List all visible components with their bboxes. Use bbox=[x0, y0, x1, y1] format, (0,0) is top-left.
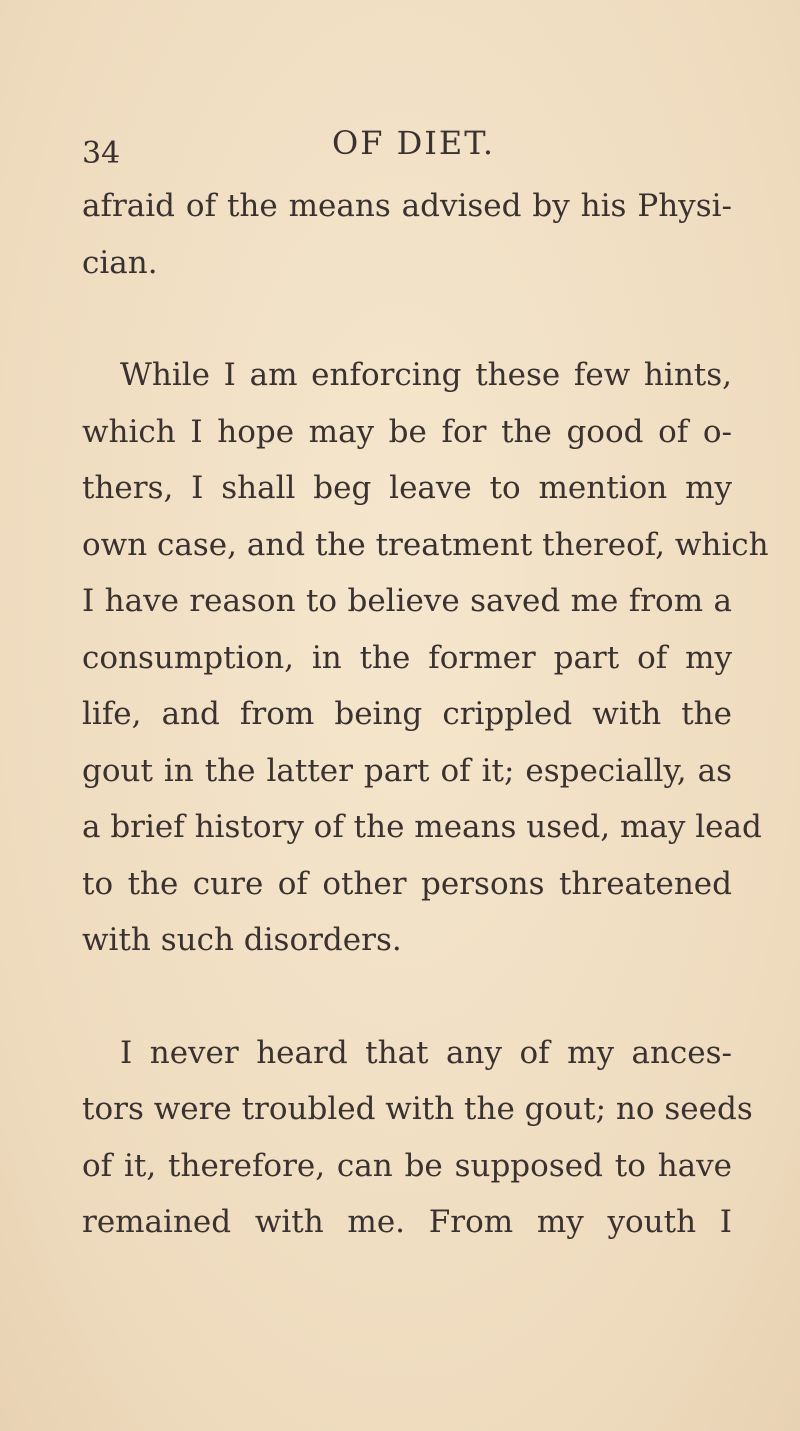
paragraph bbox=[82, 1025, 753, 1251]
paragraph bbox=[82, 178, 732, 291]
text-line: of it, therefore, can be supposed to have bbox=[82, 1147, 732, 1184]
text-line: cian. bbox=[82, 244, 158, 281]
text-line: with such disorders. bbox=[82, 922, 402, 958]
page-number: 34 bbox=[82, 136, 121, 171]
running-head: OF DIET. bbox=[332, 124, 496, 162]
body-text bbox=[82, 178, 769, 1251]
text-line: remained with me. From my youth I bbox=[82, 1204, 732, 1240]
text-line: tors were troubled with the gout; no seeds bbox=[82, 1091, 753, 1127]
text-line: afraid of the means advised by his Physi- bbox=[82, 188, 732, 224]
text-line: own case, and the treatment thereof, which bbox=[82, 526, 769, 563]
text-line: a brief history of the means used, may lead bbox=[82, 809, 762, 845]
text-line: I have reason to believe saved me from a bbox=[82, 583, 732, 619]
text-line: life, and from being crippled with the bbox=[82, 696, 732, 732]
text-line: consumption, in the former part of my bbox=[82, 639, 732, 676]
text-line: gout in the latter part of it; especially, as bbox=[82, 752, 732, 789]
text-line: While I am enforcing these few hints, bbox=[120, 357, 732, 393]
text-line: thers, I shall beg leave to mention my bbox=[82, 470, 732, 506]
text-line: to the cure of other persons threatened bbox=[82, 865, 732, 902]
text-line: I never heard that any of my ances- bbox=[120, 1034, 732, 1071]
text-line: which I hope may be for the good of o- bbox=[82, 413, 732, 450]
paragraph bbox=[82, 347, 769, 969]
